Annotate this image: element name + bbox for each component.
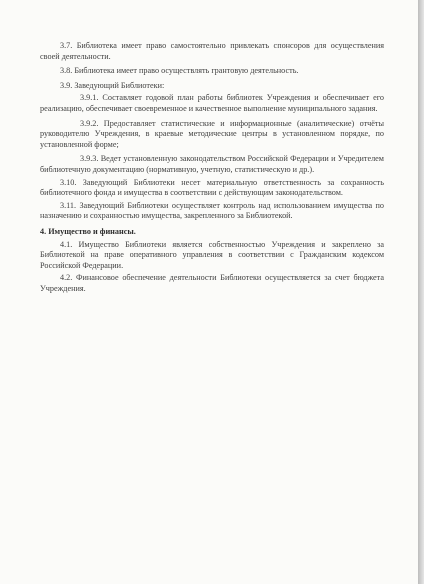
paragraph-3-11: 3.11. Заведующий Библиотеки осуществляет контроль над использованием имущества по назначению и сохранностью имущества, закрепленного за Библиотекой. [40, 200, 384, 221]
paragraph-3-8: 3.8. Библиотека имеет право осуществлять грантовую деятельность. [60, 66, 299, 76]
paragraph-3-7: 3.7. Библиотека имеет право самостоятельно привлекать спонсоров для осуществления своей деятельности. [40, 41, 384, 61]
document-body [40, 41, 384, 294]
paragraph-3-9-1: 3.9.1. Составляет годовой план работы библиотек Учреждения и обеспечивает его реализацию, обеспечивает своевременное и качественное выполнение муниципального задания. [40, 93, 384, 113]
paragraph-3-9-2: 3.9.2. Предоставляет статистические и информационные (аналитические) отчёты руководителю Учреждения, в краевые методические центры в установленном порядке, по установленной форме; [40, 118, 384, 149]
paragraph-3-9: 3.9. Заведующий Библиотеки: [60, 80, 165, 90]
page-edge-shadow [418, 0, 424, 584]
paragraph-4-2: 4.2. Финансовое обеспечение деятельности Библиотеки осуществляется за счет бюджета Учреждения. [40, 273, 384, 293]
paragraph-3-9-3: 3.9.3. Ведет установленную законодательством Российской Федерации и Учредителем библиотечную документацию (нормативную, учетную, статистическую и др.). [40, 154, 384, 174]
paragraph-4-1: 4.1. Имущество Библиотеки является собственностью Учреждения и закреплено за Библиотекой на праве оперативного управления в соответствии с Гражданским кодексом Российской Федерации. [40, 239, 384, 270]
section-heading: 4. Имущество и финансы. [40, 226, 136, 236]
paragraph-3-10: 3.10. Заведующий Библиотеки несет материальную ответственность за сохранность библиотечного фонда и имущества в соответствии с действующим законодательством. [40, 177, 384, 198]
